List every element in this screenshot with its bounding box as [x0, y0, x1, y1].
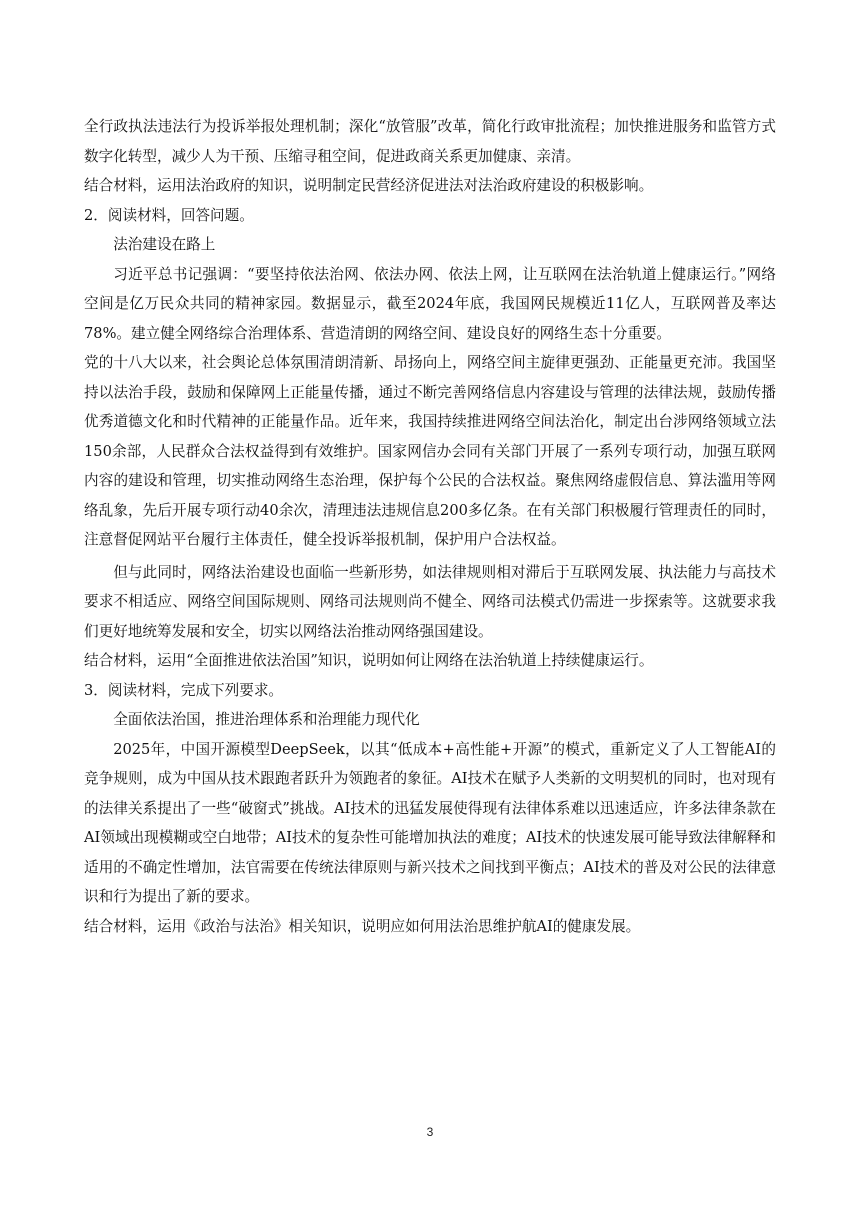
material-2-title: 法治建设在路上	[113, 236, 216, 253]
material-continuation-paragraph: 全行政执法违法行为投诉举报处理机制；深化“放管服”改革，简化行政审批流程；加快推进服务和监管方式数字化转型，减少人为干预、压缩寻租空间，促进政商关系更加健康、亲清。	[84, 118, 776, 165]
question-2-heading: 2．阅读材料，回答问题。	[84, 206, 254, 224]
question-2-prompt: 结合材料，运用“全面推进依法治国”知识，说明如何让网络在法治轨道上持续健康运行。	[84, 652, 654, 669]
material-3-paragraph: 2025年，中国开源模型DeepSeek，以其“低成本+高性能+开源”的模式，重新定义了人工智能AI的竞争规则，成为中国从技术跟跑者跃升为领跑者的象征。AI技术在赋予人类新的文明契机的同时，也对现有的法律关系提出了一些“破窗式”挑战。AI技术的迅猛发展使得现有法律体系难以迅速适应，许多法律条款在AI领域出现模糊或空白地带；AI技术的复杂性可能增加执法的难度；AI技术的快速发展可能导致法律解释和适用的不确定性增加，法官需要在传统法律原则与新兴技术之间找到平衡点；AI技术的普及对公民的法律意识和行为提出了新的要求。	[84, 740, 776, 905]
question-3-heading: 3．阅读材料，完成下列要求。	[84, 681, 284, 699]
material-2-paragraph-1: 习近平总书记强调：“要坚持依法治网、依法办网、依法上网，让互联网在法治轨道上健康运行。”网络空间是亿万民众共同的精神家园。数据显示，截至2024年底，我国网民规模近11亿人，互联网普及率达78%。建立健全网络综合治理体系、营造清朗的网络空间、建设良好的网络生态十分重要。	[84, 265, 776, 342]
material-3-title: 全面依法治国，推进治理体系和治理能力现代化	[113, 711, 420, 728]
material-2-paragraph-2: 党的十八大以来，社会舆论总体氛围清朗清新、昂扬向上，网络空间主旋律更强劲、正能量更充沛。我国坚持以法治手段，鼓励和保障网上正能量传播，通过不断完善网络信息内容建设与管理的法律法规，鼓励传播优秀道德文化和时代精神的正能量作品。近年来，我国持续推进网络空间法治化，制定出台涉网络领域立法150余部，人民群众合法权益得到有效维护。国家网信办会同有关部门开展了一系列专项行动，加强互联网内容的建设和管理，切实推动网络生态治理，保护每个公民的合法权益。聚焦网络虚假信息、算法滥用等网络乱象，先后开展专项行动40余次，清理违法违规信息200多亿条。在有关部门积极履行管理责任的同时，注意督促网站平台履行主体责任，健全投诉举报机制，保护用户合法权益。	[84, 354, 776, 548]
material-2-paragraph-3: 但与此同时，网络法治建设也面临一些新形势，如法律规则相对滞后于互联网发展、执法能力与高技术要求不相适应、网络空间国际规则、网络司法规则尚不健全、网络司法模式仍需进一步探索等。这就要求我们更好地统筹发展和安全，切实以网络法治推动网络强国建设。	[84, 563, 776, 640]
page-number: 3	[426, 1125, 434, 1139]
document-body	[84, 112, 776, 941]
question-3-prompt: 结合材料，运用《政治与法治》相关知识，说明应如何用法治思维护航AI的健康发展。	[84, 917, 641, 935]
question-1-prompt: 结合材料，运用法治政府的知识，说明制定民营经济促进法对法治政府建设的积极影响。	[84, 177, 654, 194]
